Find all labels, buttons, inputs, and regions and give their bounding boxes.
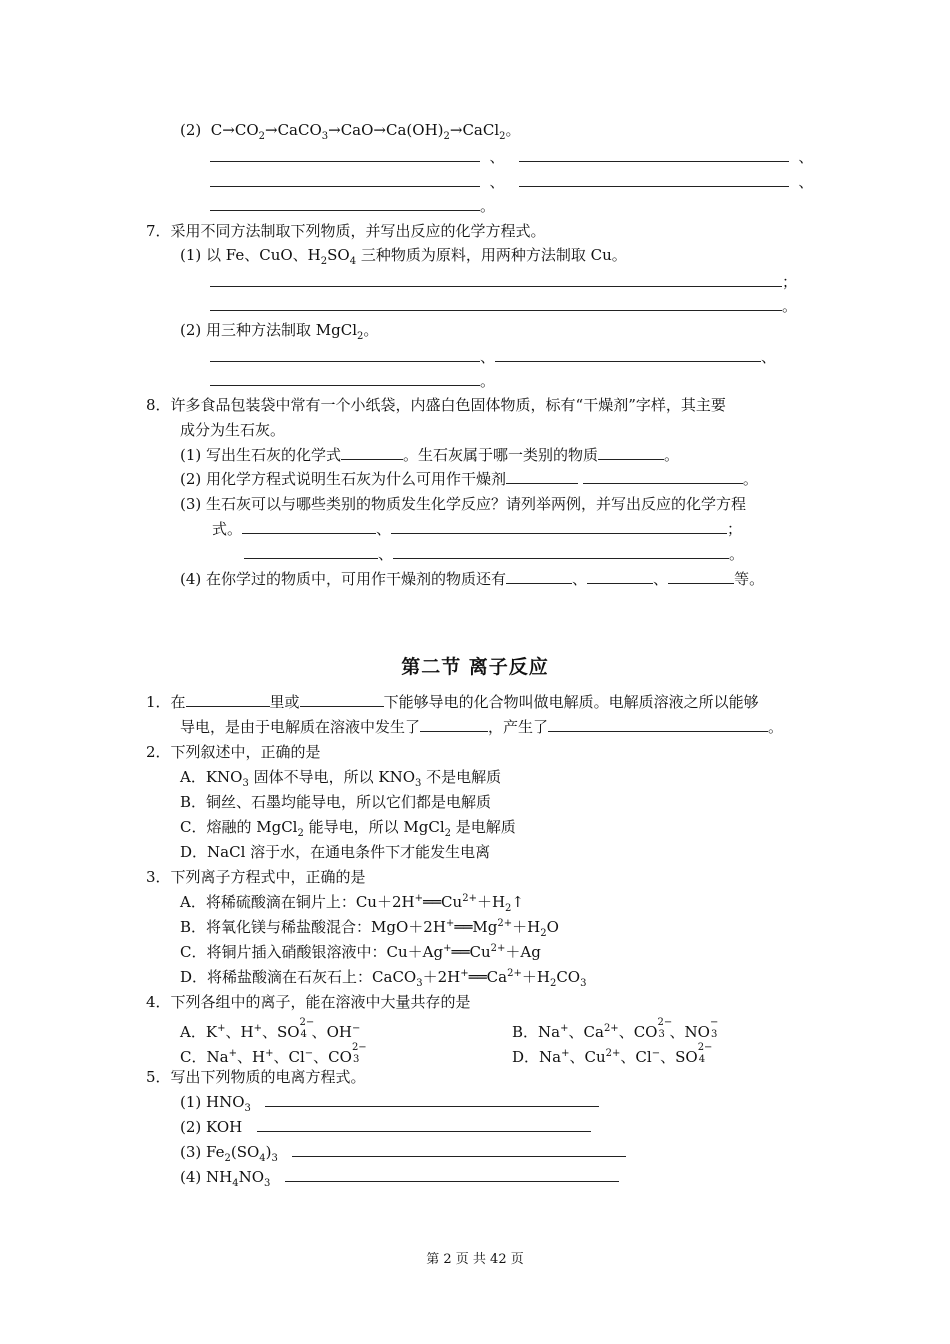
answer-blank[interactable]	[587, 569, 653, 584]
answer-blank[interactable]	[506, 469, 578, 484]
answer-blank[interactable]	[292, 1142, 626, 1157]
section-title: 第二节 离子反应	[401, 656, 549, 678]
s2-q3-option-b[interactable]: B．将氧化镁与稀盐酸混合：$MgO+2H^+══Mg^{2+}+H_2O$	[180, 918, 559, 939]
q8-1: (1) 写出生石灰的化学式 。生石灰属于哪一类别的物质 。	[180, 446, 680, 464]
s2-q2-option-d[interactable]: D．NaCl 溶于水，在通电条件下才能发生电离	[180, 843, 491, 861]
q7-1-answer-1: ；	[210, 272, 797, 292]
s2-q3-stem: 3．下列离子方程式中，正确的是	[146, 868, 366, 886]
answer-blank[interactable]	[420, 717, 488, 732]
s2-q5-stem: 5．写出下列物质的电离方程式。	[146, 1068, 366, 1086]
q7-1: (1) 以 Fe、CuO、$H_2SO_4$ 三种物质为原料，用两种方法制取 Cu。	[180, 246, 627, 267]
q8-3-line-1: (3) 生石灰可以与哪些类别的物质发生化学反应？请列举两例，并写出反应的化学方程	[180, 495, 747, 513]
s2-q5-item-2: (2) KOH	[180, 1117, 591, 1137]
s2-q5-item-4: (4) $NH_4NO_3$	[180, 1167, 619, 1187]
q8-2: (2) 用化学方程式说明生石灰为什么可用作干燥剂 。	[180, 470, 758, 488]
answer-blank[interactable]	[300, 692, 384, 707]
answer-blank[interactable]	[186, 692, 270, 707]
s2-q5-item-1: (1) $HNO_3$	[180, 1092, 599, 1112]
answer-blank[interactable]	[210, 172, 480, 187]
s2-q5-item-3: (3) $Fe_2(SO_4)_3$	[180, 1142, 626, 1162]
s2-q2-option-c[interactable]: C．熔融的 MgCl$_2$ 能导电，所以 MgCl$_2$ 是电解质	[180, 818, 516, 839]
answer-blank[interactable]	[495, 347, 761, 362]
s2-q1-line-1: 1．在 里或 下能够导电的化合物叫做电解质。电解质溶液之所以能够	[146, 693, 759, 711]
answer-blank[interactable]	[210, 272, 782, 287]
answer-blank[interactable]	[242, 519, 376, 534]
s2-q2-stem: 2．下列叙述中，正确的是	[146, 743, 321, 761]
answer-blank[interactable]	[583, 469, 743, 484]
s2-q4-option-a[interactable]: A．K+、H+、SO 2− 4 、OH−	[180, 1017, 361, 1041]
q6-2-answer-row-3: 。	[210, 196, 495, 216]
answer-blank[interactable]	[668, 569, 734, 584]
q8-stem-1: 8．许多食品包装袋中常有一个小纸袋，内盛白色固体物质，标有“干燥剂”字样，其主要	[146, 396, 726, 414]
answer-blank[interactable]	[548, 717, 768, 732]
s2-q4-option-c[interactable]: C．Na+、H+、Cl−、CO 2− 3	[180, 1042, 367, 1066]
s2-q2-option-a[interactable]: A．$KNO_3$ 固体不导电，所以 $KNO_3$ 不是电解质	[180, 768, 502, 789]
answer-blank[interactable]	[244, 544, 378, 559]
s2-q4-option-b[interactable]: B．Na+、$Ca^{2+}$、CO 2− 3 、NO − 3	[512, 1017, 719, 1041]
q8-4: (4) 在你学过的物质中，可用作干燥剂的物质还有 、 、 等。	[180, 570, 765, 588]
q6-2-answer-row-1: 、 、	[210, 147, 813, 167]
s2-q4-option-d[interactable]: D．Na+、$Cu^{2+}$、Cl−、SO 2− 4	[512, 1042, 713, 1066]
answer-blank[interactable]	[598, 445, 664, 460]
answer-blank[interactable]	[257, 1117, 591, 1132]
q8-3-line-3: 、 。	[244, 544, 744, 564]
answer-blank[interactable]	[210, 296, 782, 311]
answer-blank[interactable]	[210, 347, 480, 362]
q7-2-answer-1: 、 、	[210, 347, 776, 367]
answer-blank[interactable]	[210, 371, 480, 386]
answer-blank[interactable]	[265, 1092, 599, 1107]
answer-blank[interactable]	[506, 569, 572, 584]
q7-2-answer-2: 。	[210, 371, 495, 391]
s2-q4-stem: 4．下列各组中的离子，能在溶液中大量共存的是	[146, 993, 471, 1011]
s2-q3-option-d[interactable]: D．将稀盐酸滴在石灰石上：$CaCO_3+2H^+══Ca^{2+}+H_2CO_3$	[180, 968, 587, 989]
s2-q3-option-c[interactable]: C．将铜片插入硝酸银溶液中：$Cu+Ag^+══Cu^{2+}+Ag$	[180, 943, 541, 961]
s2-q2-option-b[interactable]: B．铜丝、石墨均能导电，所以它们都是电解质	[180, 793, 492, 811]
s2-q3-option-a[interactable]: A．将稀硫酸滴在铜片上：$Cu+2H^+══Cu^{2+}+H_2↑$	[180, 893, 524, 914]
q8-stem-2: 成分为生石灰。	[180, 421, 286, 439]
answer-blank[interactable]	[210, 196, 480, 211]
page-footer: 第 2 页 共 42 页	[426, 1252, 524, 1267]
s2-q1-line-2: 导电，是由于电解质在溶液中发生了 ，产生了 。	[180, 718, 784, 736]
answer-blank[interactable]	[341, 445, 403, 460]
answer-blank[interactable]	[391, 519, 727, 534]
answer-blank[interactable]	[285, 1167, 619, 1182]
answer-blank[interactable]	[210, 147, 480, 162]
answer-blank[interactable]	[393, 544, 729, 559]
q8-3-line-2: 式。 、 ；	[212, 520, 743, 538]
q6-2-answer-row-2: 、 、	[210, 172, 813, 192]
q7-stem: 7．采用不同方法制取下列物质，并写出反应的化学方程式。	[146, 222, 546, 240]
answer-blank[interactable]	[519, 172, 789, 187]
q7-2: (2) 用三种方法制取 MgCl$_2$。	[180, 321, 379, 342]
q6-2-equation: (2) $C\to CO_2\to CaCO_3\to CaO\to Ca(OH)_2\to CaCl_2$。	[180, 121, 521, 142]
q7-1-answer-2: 。	[210, 296, 797, 316]
answer-blank[interactable]	[519, 147, 789, 162]
